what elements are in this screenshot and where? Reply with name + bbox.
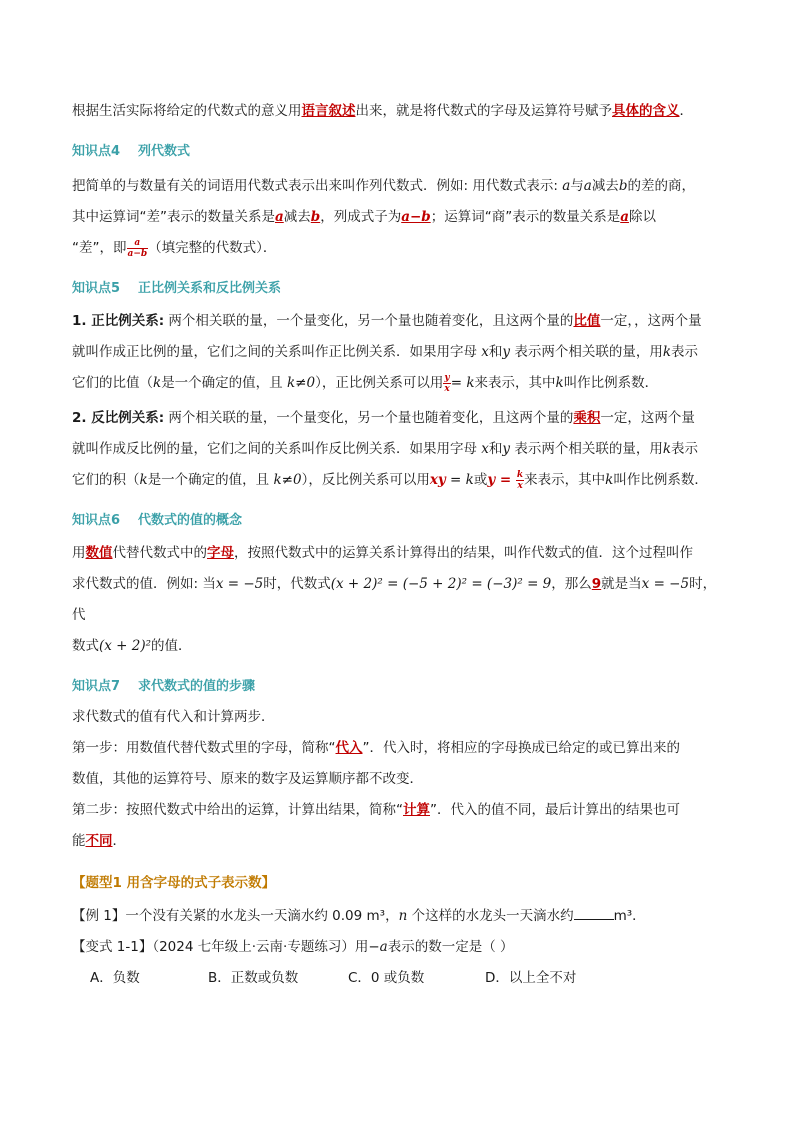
- expression: (x + 2)² = (−5 + 2)² = (−3)² = 9: [330, 576, 552, 592]
- text: ），反比例关系可以用: [301, 472, 430, 488]
- answer-fill: 比值: [573, 313, 601, 329]
- item-label: 2. 反比例关系:: [72, 410, 165, 426]
- fraction-answer: [516, 470, 524, 491]
- var: k: [465, 472, 474, 488]
- text: 减去: [591, 178, 619, 194]
- text: 的值．: [151, 638, 192, 654]
- text: 根据生活实际将给定的代数式的意义用: [72, 103, 302, 119]
- question-type-heading: 【题型1 用含字母的式子表示数】: [72, 875, 276, 891]
- text: 就叫作成正比例的量，它们之间的关系叫作正比例关系．如果用字母: [72, 344, 482, 360]
- fraction-answer: [443, 373, 450, 394]
- var: k: [466, 375, 475, 391]
- text: 叫作比例系数．: [563, 375, 659, 391]
- numerator: k: [516, 469, 524, 480]
- text: 把简单的与数量有关的词语用代数式表示出来叫作列代数式．例如: 用代数式表示:: [72, 178, 563, 194]
- text: 表示: [671, 441, 699, 457]
- answer-fill: 9: [591, 576, 602, 592]
- var: y: [502, 441, 511, 457]
- var: k: [555, 375, 564, 391]
- var: k: [605, 472, 614, 488]
- text: 个这样的水龙头一天滴水约: [407, 908, 574, 924]
- text: 的差的商，: [627, 178, 695, 194]
- text: 出来，就是将代数式的字母及运算符号赋予: [355, 103, 612, 119]
- var: k: [153, 375, 162, 391]
- answer-options: [90, 963, 724, 993]
- text: 叫作比例系数．: [613, 472, 708, 488]
- k5-direct-proportion: [72, 306, 724, 399]
- heading-number: 知识点5: [72, 281, 121, 296]
- answer-blank[interactable]: [574, 907, 614, 920]
- text: 就叫作成反比例的量，它们之间的关系叫作反比例关系．如果用字母: [72, 441, 482, 457]
- text: 来表示，其中: [524, 472, 606, 488]
- text: 它们的积（: [72, 472, 140, 488]
- condition: x = −5: [641, 576, 690, 592]
- denominator: x: [444, 383, 450, 394]
- question-label: 【例 1】: [72, 908, 126, 924]
- answer-fill: 不同: [85, 833, 113, 849]
- text: 第二步：按照代数式中给出的运算，计算出结果，简称“: [72, 802, 403, 818]
- answer-fill: b: [310, 209, 321, 225]
- k7-paragraph: [72, 702, 724, 857]
- text: 求代数式的值．例如: 当: [72, 576, 216, 592]
- text: ，列成式子为: [320, 209, 402, 225]
- answer-fill: 语言叙述: [301, 103, 356, 119]
- text: ”．代入的值不同，最后计算出的结果也可: [430, 802, 680, 818]
- text: 代替代数式中的: [112, 545, 207, 561]
- text: 表示: [671, 344, 699, 360]
- expression: (x + 2)²: [99, 638, 152, 654]
- variant-question: [72, 932, 724, 963]
- text: ．: [112, 833, 126, 849]
- heading-number: 知识点7: [72, 679, 121, 694]
- text: 一个没有关紧的水龙头一天滴水约 0.09 m³，: [125, 908, 399, 924]
- option-c[interactable]: C．0 或负数: [348, 970, 425, 986]
- option-b[interactable]: B．正数或负数: [208, 970, 299, 986]
- text: =: [445, 472, 466, 488]
- text: 时，代数式: [263, 576, 331, 592]
- answer-fill: 字母: [207, 545, 234, 561]
- answer-fill: 计算: [403, 802, 430, 818]
- answer-fill: xy: [429, 472, 446, 488]
- text: （填完整的代数式）．: [148, 240, 277, 256]
- text: ，按照代数式中的运算关系计算得出的结果，叫作代数式的值．这个过程叫作: [234, 545, 693, 561]
- numerator: a: [127, 238, 149, 249]
- text: ），正比例关系可以用: [315, 375, 444, 391]
- text: 或: [473, 472, 488, 488]
- heading-text: 求代数式的值的步骤: [138, 679, 256, 694]
- section-heading-k7: [72, 674, 724, 700]
- answer-fill: y =: [487, 472, 516, 488]
- condition: k≠0: [286, 375, 316, 391]
- var: y: [502, 344, 511, 360]
- text: 两个相关联的量，一个量变化，另一个量也随着变化，且这两个量的: [164, 313, 574, 329]
- var: x: [481, 441, 489, 457]
- text: 时，代: [72, 576, 717, 623]
- var: k: [139, 472, 148, 488]
- heading-number: 知识点4: [72, 144, 121, 159]
- k6-paragraph: [72, 538, 724, 662]
- text: ”．代入时，将相应的字母换成已给定的或已算出来的: [362, 740, 680, 756]
- condition: k≠0: [273, 472, 302, 488]
- heading-number: 知识点6: [72, 513, 121, 528]
- text: 减去: [283, 209, 311, 225]
- text: 它们的比值（: [72, 375, 153, 391]
- var: k: [662, 344, 672, 360]
- text: 和: [488, 344, 503, 360]
- text: 数式: [72, 638, 99, 654]
- text: 就是当: [601, 576, 642, 592]
- var: a: [583, 178, 592, 194]
- answer-fill: 乘积: [573, 410, 601, 426]
- text: 除以: [628, 209, 656, 225]
- text: ，那么: [551, 576, 592, 592]
- text: 能: [72, 833, 86, 849]
- intro-paragraph: [72, 96, 724, 127]
- text: 和: [488, 441, 503, 457]
- text: 表示的数一定是（ ）: [387, 939, 514, 955]
- fraction-answer: [127, 238, 149, 259]
- text: 表示两个相关联的量，用: [510, 344, 663, 360]
- heading-text: 代数式的值的概念: [138, 513, 243, 528]
- var: k: [662, 441, 672, 457]
- option-d[interactable]: D．以上全不对: [485, 970, 577, 986]
- section-heading-k4: [72, 139, 724, 165]
- example-question: [72, 901, 724, 932]
- var: n: [398, 908, 408, 924]
- denominator: x: [517, 480, 523, 491]
- text: “差”，即: [72, 240, 127, 256]
- text: 一定，，这两个量: [600, 313, 702, 329]
- text: （2024 七年级上·云南·专题练习）用−: [152, 939, 380, 955]
- var: a: [562, 178, 571, 194]
- var: b: [618, 178, 628, 194]
- heading-text: 列代数式: [138, 144, 191, 159]
- text: 是一个确定的值，且: [161, 375, 287, 391]
- var: x: [481, 344, 489, 360]
- text: 表示两个相关联的量，用: [510, 441, 663, 457]
- text: 与: [570, 178, 584, 194]
- answer-fill: a: [275, 209, 284, 225]
- text: 数值，其他的运算符号、原来的数字及运算顺序都不改变．: [72, 771, 423, 787]
- answer-fill: a−b: [401, 209, 431, 225]
- text: 一定，这两个量: [600, 410, 695, 426]
- question-label: 【变式 1-1】: [72, 939, 153, 955]
- var: a: [379, 939, 388, 955]
- item-label: 1. 正比例关系:: [72, 313, 165, 329]
- text: ．: [679, 103, 693, 119]
- answer-fill: 具体的含义: [612, 103, 680, 119]
- text: 其中运算词“差”表示的数量关系是: [72, 209, 275, 225]
- text: 两个相关联的量，一个量变化，另一个量也随着变化，且这两个量的: [164, 410, 574, 426]
- text: 第一步：用数值代替代数式里的字母，简称“: [72, 740, 336, 756]
- denominator: a−b: [127, 248, 148, 259]
- k4-paragraph: [72, 171, 724, 264]
- section-heading-k6: [72, 508, 724, 534]
- text: 用: [72, 545, 86, 561]
- text: 是一个确定的值，且: [147, 472, 274, 488]
- text: 来表示，其中: [474, 375, 556, 391]
- section-heading-k5: [72, 276, 724, 302]
- answer-fill: a: [620, 209, 629, 225]
- numerator: y: [444, 372, 450, 383]
- answer-fill: 代入: [335, 740, 363, 756]
- condition: x = −5: [215, 576, 264, 592]
- heading-text: 正比例关系和反比例关系: [138, 281, 282, 296]
- k5-inverse-proportion: [72, 403, 724, 496]
- answer-fill: 数值: [85, 545, 113, 561]
- text: =: [450, 375, 467, 391]
- option-a[interactable]: A．负数: [90, 970, 140, 986]
- text: ；运算词“商”表示的数量关系是: [430, 209, 621, 225]
- page-content: [72, 96, 724, 993]
- text: 求代数式的值有代入和计算两步．: [72, 709, 275, 725]
- text: m³．: [613, 908, 646, 924]
